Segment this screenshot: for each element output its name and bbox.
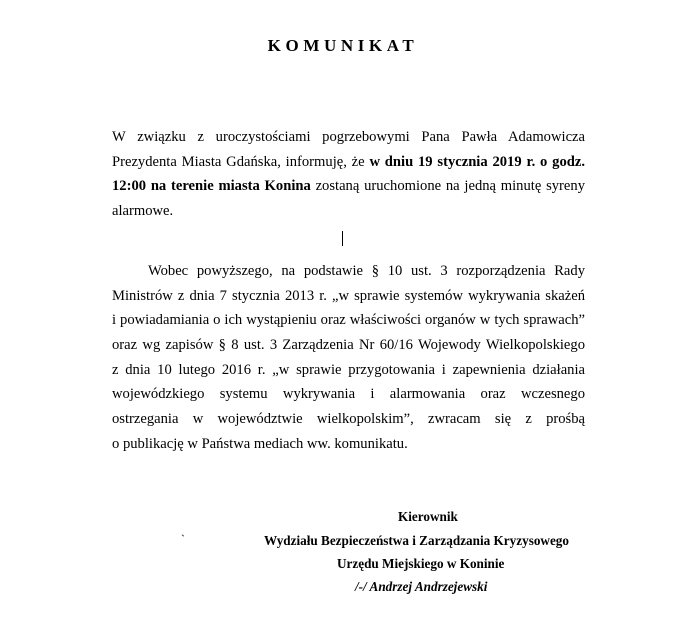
paragraph-line: W związku z uroczystościami pogrzebowymi Pana Pawła Adamowicza: [112, 129, 585, 145]
paragraph-text: Prezydenta Miasta Gdańska, informuję, że: [112, 153, 370, 170]
paragraph-line: alarmowe.: [112, 203, 174, 220]
signature-role: Kierownik: [398, 509, 458, 524]
paragraph-line: i powiadamiania o ich wystąpieniu oraz właściwości organów w tych sprawach”: [112, 312, 585, 329]
text-cursor: [342, 231, 343, 246]
paragraph-line: wojewódzkiego systemu wykrywania i alarmowania oraz wczesnego: [112, 386, 585, 403]
paragraph-line: Ministrów z dnia 7 stycznia 2013 r. „w sprawie systemów wykrywania skażeń: [112, 287, 585, 304]
stray-mark: `: [181, 532, 185, 546]
paragraph-line: [112, 174, 585, 199]
signature-office: Urzędu Miejskiego w Koninie: [337, 556, 505, 571]
paragraph-line: z dnia 10 lutego 2016 r. „w sprawie przygotowania i zapewnienia działania: [112, 361, 585, 378]
paragraph-line: ostrzegania w województwie wielkopolskim”, zwracam się z prośbą: [112, 411, 585, 428]
document-title: KOMUNIKAT: [267, 36, 419, 55]
paragraph-line: [112, 150, 585, 175]
paragraph-line: o publikację w Państwa mediach ww. komunikatu.: [112, 435, 408, 452]
paragraph-request: [112, 259, 585, 457]
date-time-bold: w dniu 19 stycznia 2019 r. o godz.: [369, 153, 585, 170]
paragraph-line: oraz wg zapisów § 8 ust. 3 Zarządzenia Nr 60/16 Wojewody Wielkopolskiego: [112, 337, 585, 354]
signature-name: /-/ Andrzej Andrzejewski: [355, 579, 488, 594]
paragraph-text: zostaną uruchomione na jedną minutę syreny: [310, 178, 585, 195]
paragraph-announcement: [112, 125, 585, 224]
location-bold: 12:00 na terenie miasta Konina: [112, 178, 311, 195]
paragraph-line: Wobec powyższego, na podstawie § 10 ust. 3 rozporządzenia Rady: [148, 263, 585, 279]
signature-department: Wydziału Bezpieczeństwa i Zarządzania Kryzysowego: [264, 533, 569, 548]
